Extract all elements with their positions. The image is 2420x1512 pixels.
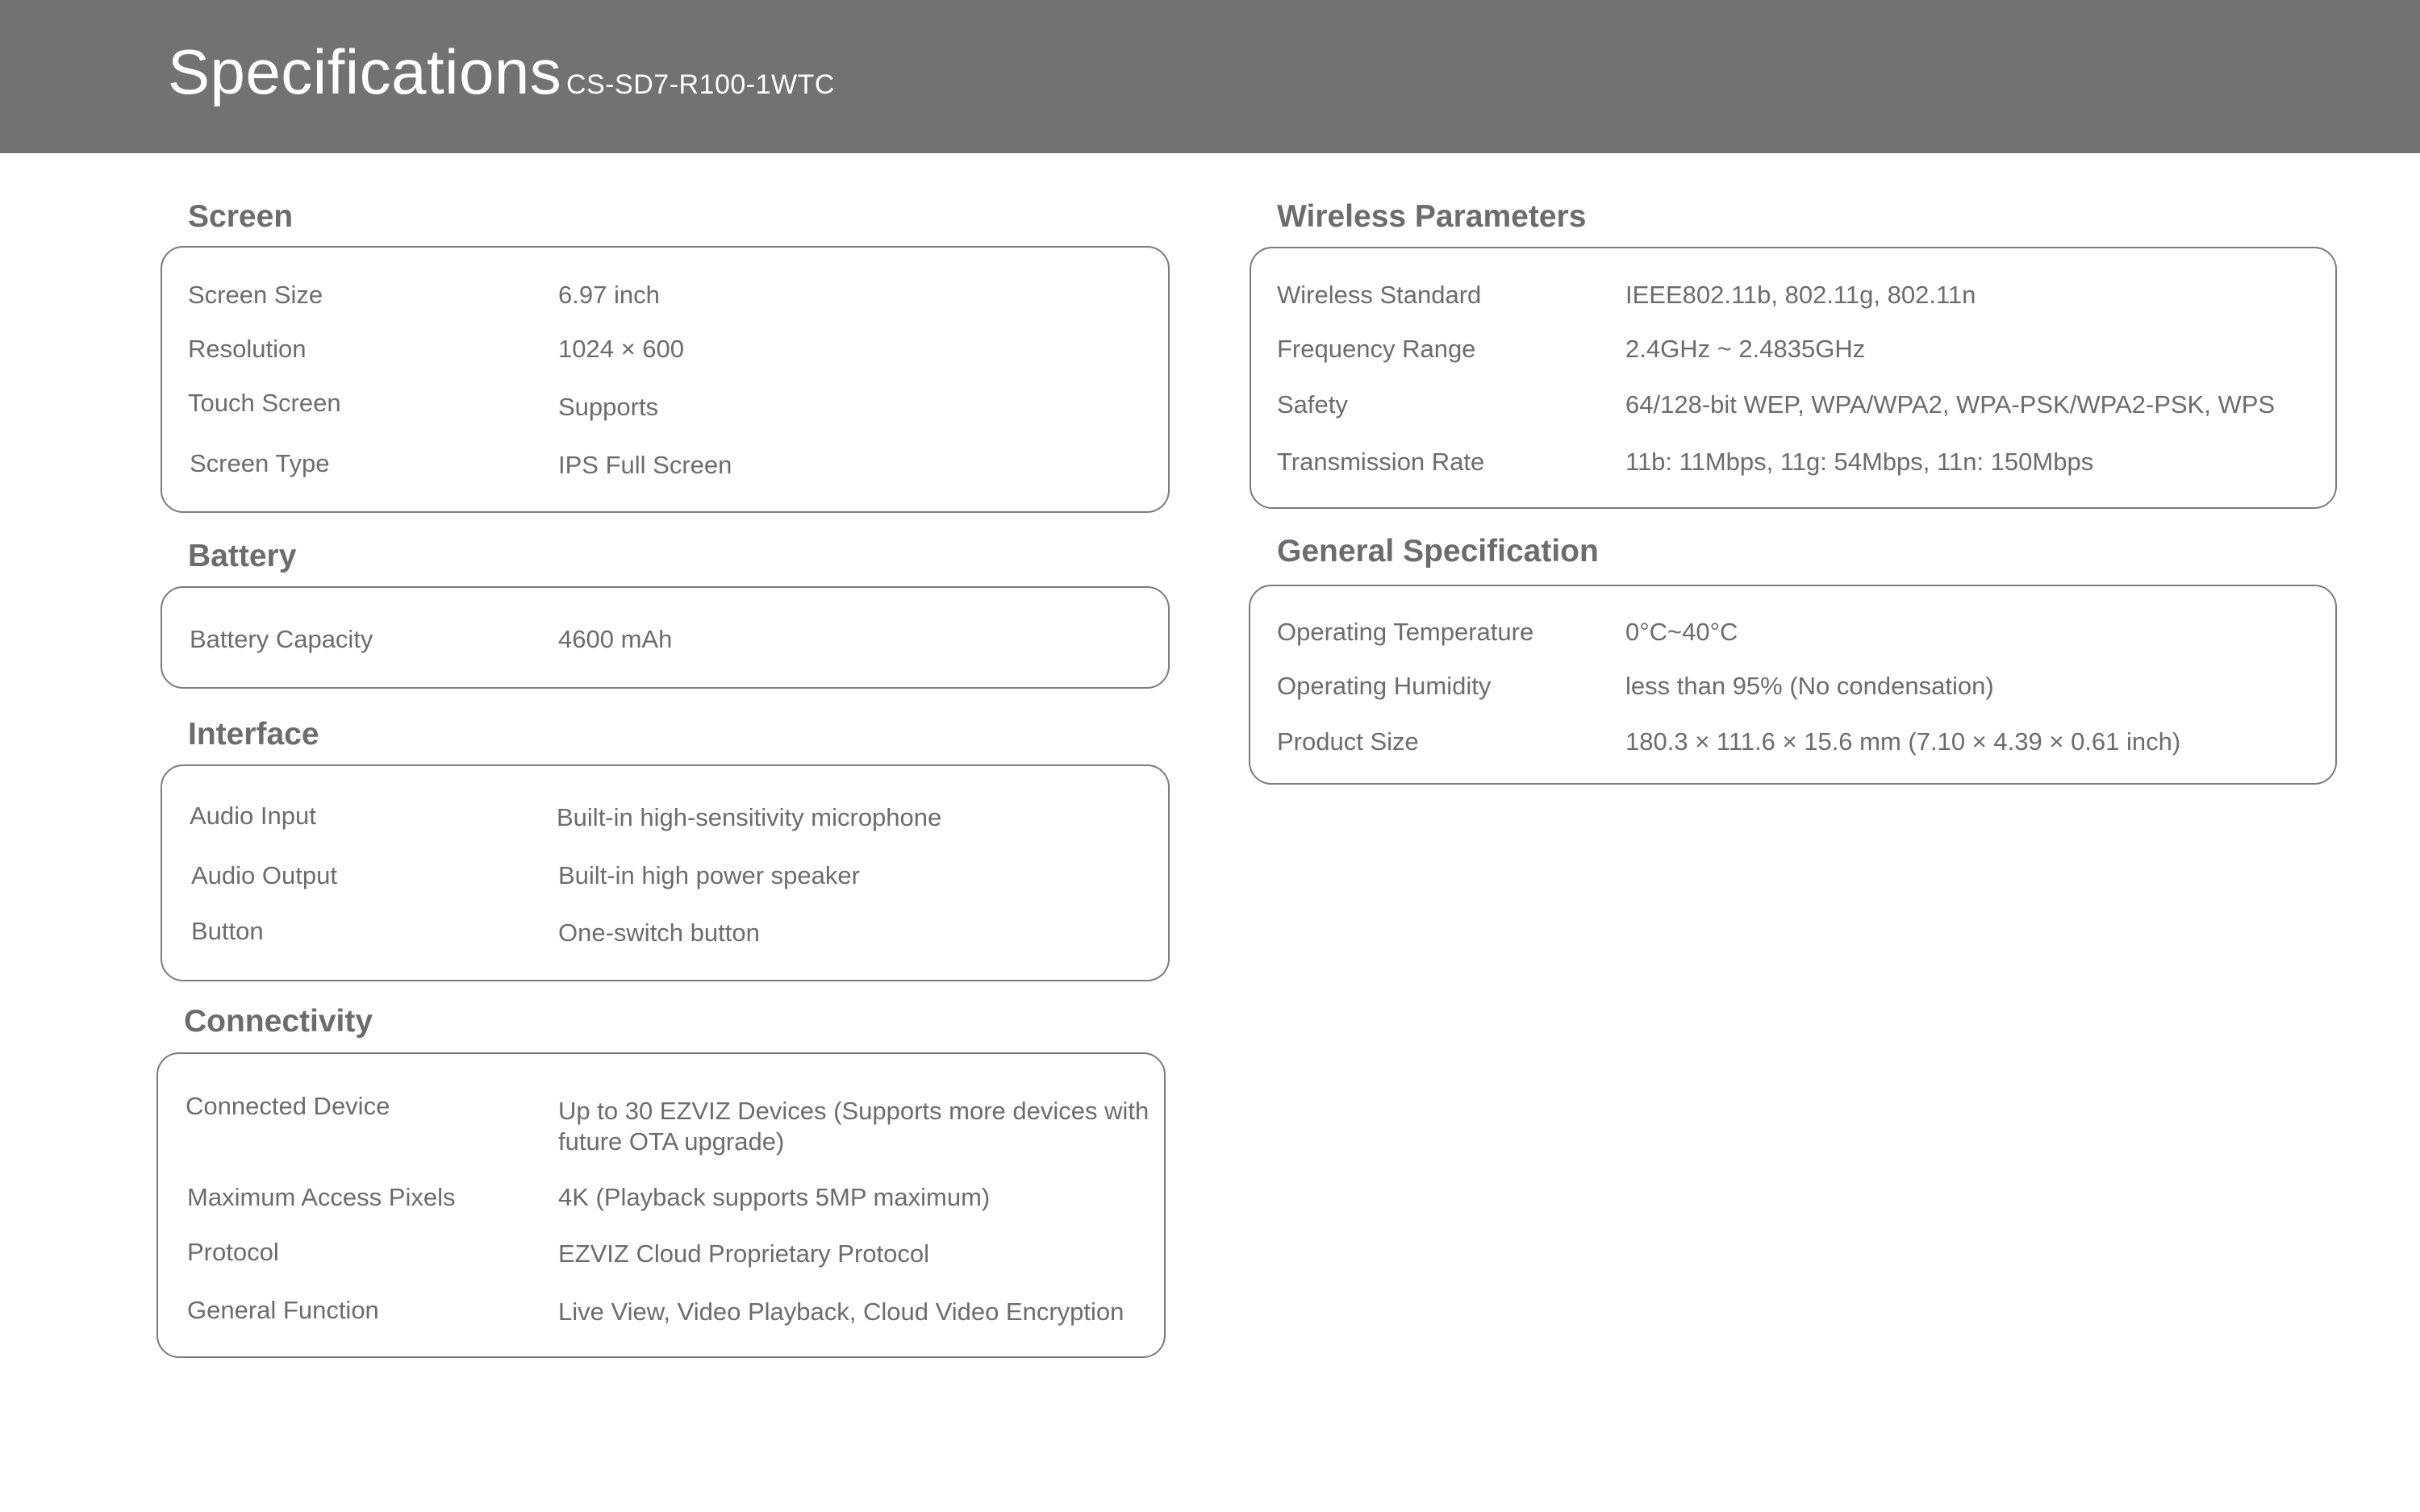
battery-spec-box <box>161 586 1170 689</box>
spec-value: EZVIZ Cloud Proprietary Protocol <box>558 1239 930 1268</box>
spec-label: Screen Size <box>188 281 323 309</box>
page-header <box>0 0 2420 153</box>
spec-label: Audio Output <box>191 861 337 889</box>
section-title-wireless: Wireless Parameters <box>1277 199 1587 234</box>
section-title-screen: Screen <box>188 199 294 234</box>
general-spec-box <box>1249 585 2337 785</box>
spec-value: Up to 30 EZVIZ Devices (Supports more devices with future OTA upgrade) <box>558 1097 1150 1156</box>
spec-value: IEEE802.11b, 802.11g, 802.11n <box>1625 281 1976 309</box>
spec-label: Product Size <box>1277 727 1419 756</box>
spec-value: 180.3 × 111.6 × 15.6 mm (7.10 × 4.39 × 0.61 inch) <box>1625 727 2181 756</box>
spec-value: 4600 mAh <box>558 625 673 653</box>
spec-label: General Function <box>187 1296 379 1324</box>
spec-value: 2.4GHz ~ 2.4835GHz <box>1625 335 1866 363</box>
spec-value: One-switch button <box>558 918 760 947</box>
screen-spec-box <box>161 246 1170 513</box>
section-title-battery: Battery <box>188 539 297 573</box>
spec-label: Safety <box>1277 390 1348 419</box>
spec-value: less than 95% (No condensation) <box>1625 672 1994 700</box>
spec-label: Connected Device <box>186 1092 390 1120</box>
spec-label: Screen Type <box>190 449 330 477</box>
spec-value: Built-in high power speaker <box>558 861 860 889</box>
spec-value: 1024 × 600 <box>558 335 685 363</box>
page-title: Specifications <box>168 36 562 107</box>
spec-value: Live View, Video Playback, Cloud Video Encryption <box>558 1297 1124 1326</box>
spec-value: 64/128-bit WEP, WPA/WPA2, WPA-PSK/WPA2-PSK, WPS <box>1625 390 2276 419</box>
model-number: CS-SD7-R100-1WTC <box>566 69 835 100</box>
spec-label: Protocol <box>187 1238 279 1266</box>
connectivity-spec-box <box>156 1052 1166 1358</box>
spec-value: 11b: 11Mbps, 11g: 54Mbps, 11n: 150Mbps <box>1625 448 2094 476</box>
spec-label: Audio Input <box>190 802 316 830</box>
spec-label: Maximum Access Pixels <box>187 1183 456 1211</box>
spec-value: IPS Full Screen <box>558 451 732 479</box>
section-title-general: General Specification <box>1277 534 1599 569</box>
spec-label: Button <box>191 917 264 945</box>
spec-label: Transmission Rate <box>1277 448 1485 476</box>
spec-label: Operating Temperature <box>1277 618 1534 646</box>
spec-label: Wireless Standard <box>1277 281 1482 309</box>
spec-value: Built-in high-sensitivity microphone <box>557 803 942 831</box>
section-title-connectivity: Connectivity <box>184 1004 373 1039</box>
interface-spec-box <box>161 764 1170 981</box>
spec-value: 0°C~40°C <box>1625 618 1738 646</box>
spec-label: Frequency Range <box>1277 335 1476 363</box>
spec-label: Battery Capacity <box>190 625 373 653</box>
spec-value: 6.97 inch <box>558 281 660 309</box>
spec-value: 4K (Playback supports 5MP maximum) <box>558 1183 991 1211</box>
spec-value: Supports <box>558 393 659 421</box>
section-title-interface: Interface <box>188 717 319 752</box>
spec-label: Operating Humidity <box>1277 672 1492 700</box>
wireless-spec-box <box>1250 247 2337 509</box>
spec-label: Touch Screen <box>188 389 341 417</box>
spec-label: Resolution <box>188 335 307 363</box>
